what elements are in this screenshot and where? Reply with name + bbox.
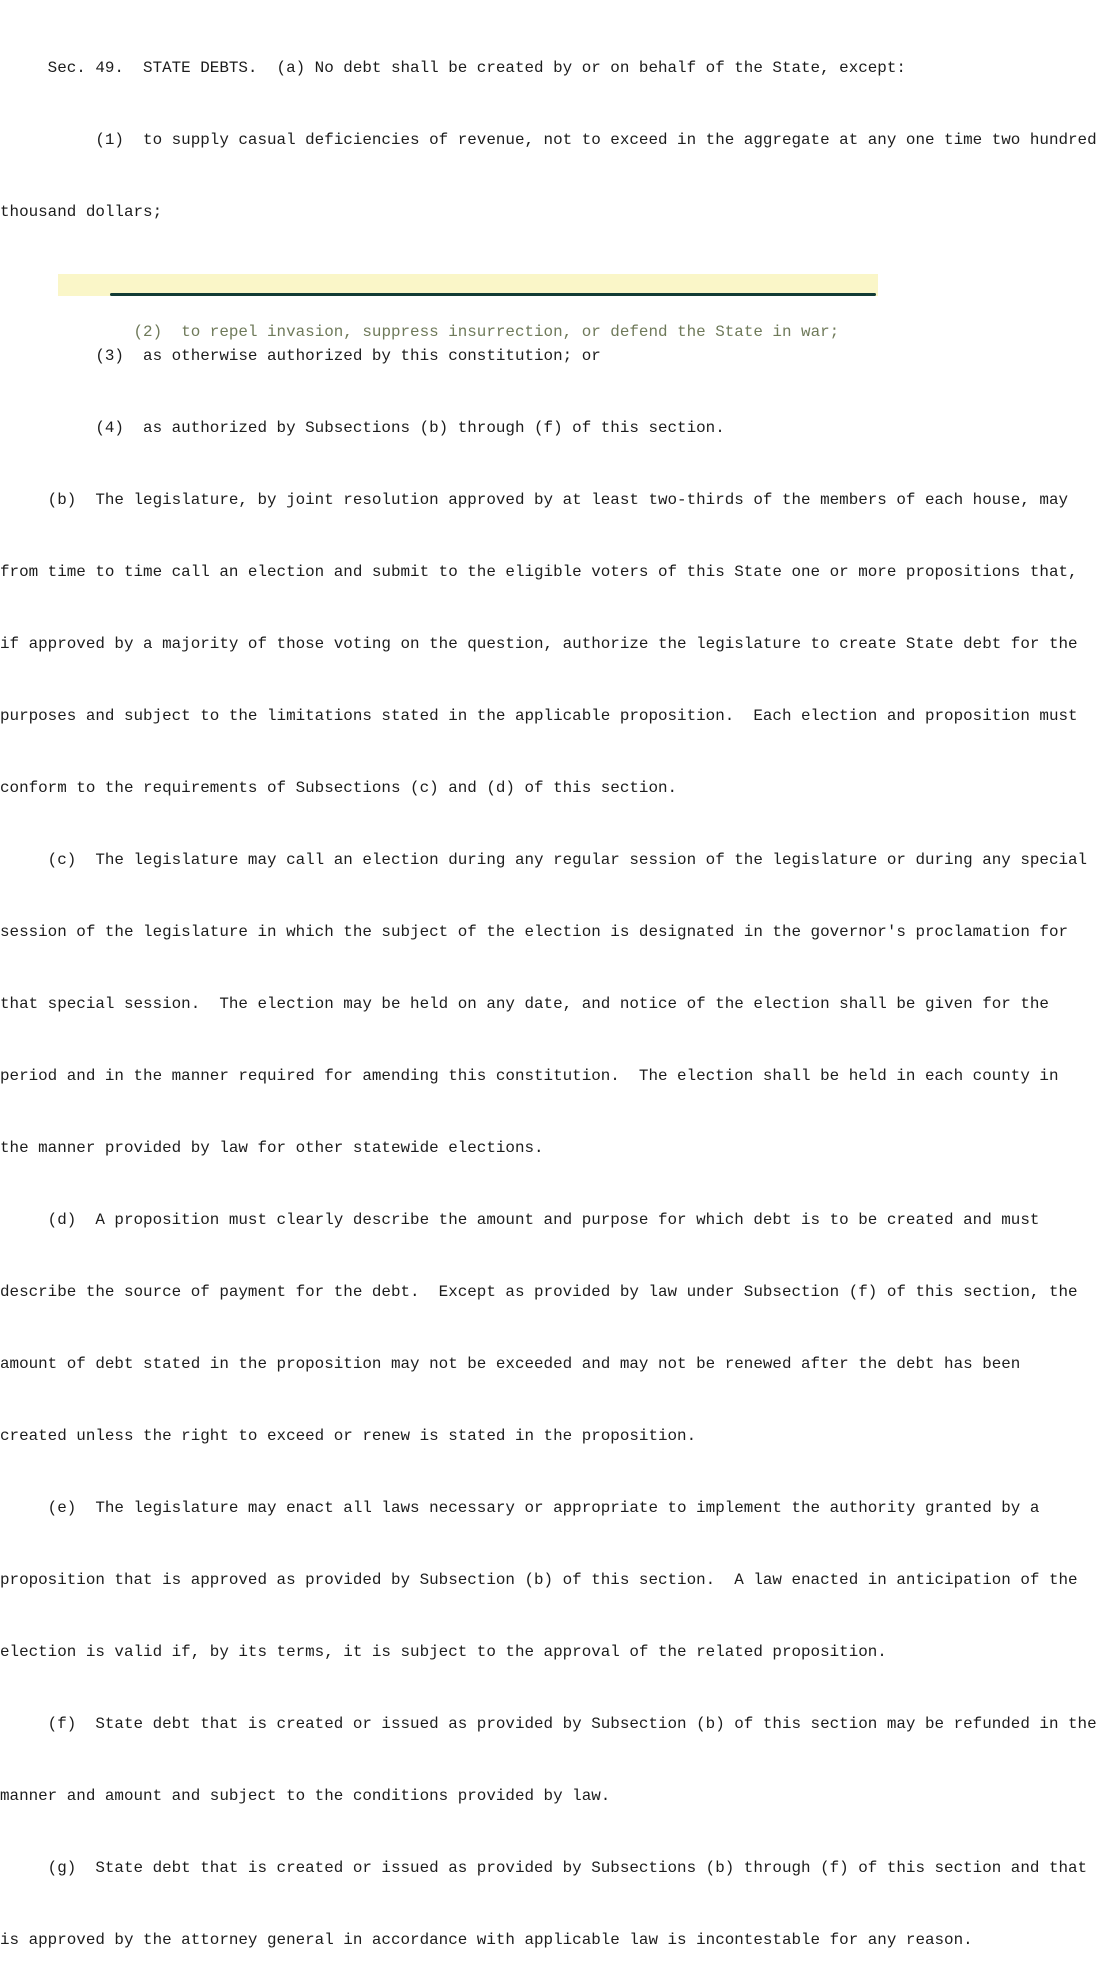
text-line [0,488,1113,512]
subsection-c-line: (c) The legislature may call an election during any regular session of the legislature or during any special [0,851,1088,869]
text-line [0,1496,1113,1520]
subsection-c-line: session of the legislature in which the subject of the election is designated in the governor's proclamation for [0,923,1069,941]
underline-annotation [110,293,876,296]
text-line [0,1640,1113,1664]
text-line [0,1208,1113,1232]
subsection-b-line: (b) The legislature, by joint resolution approved by at least two-thirds of the members of each house, may [0,491,1069,509]
subsection-d-line: describe the source of payment for the debt. Except as provided by law under Subsection (f) of this section, the [0,1283,1078,1301]
text-line [0,1136,1113,1160]
text-line [0,776,1113,800]
subsection-b-line: conform to the requirements of Subsections (c) and (d) of this section. [0,779,678,797]
clause-4-line: (4) as authorized by Subsections (b) through (f) of this section. [0,419,725,437]
text-line [0,704,1113,728]
subsection-b-line: purposes and subject to the limitations stated in the applicable proposition. Each election and proposition must [0,707,1078,725]
subsection-b-line: if approved by a majority of those voting on the question, authorize the legislature to create State debt for the [0,635,1078,653]
text-line [0,1784,1113,1808]
subsection-f-line: (f) State debt that is created or issued as provided by Subsection (b) of this section may be refunded in the [0,1715,1097,1733]
text-line [0,1568,1113,1592]
subsection-d-line: amount of debt stated in the proposition may not be exceeded and may not be renewed after the debt has been [0,1355,1021,1373]
document-body [0,8,1113,1976]
highlighted-line [0,272,1113,341]
text-line [0,992,1113,1016]
subsection-e-line: (e) The legislature may enact all laws necessary or appropriate to implement the authority granted by a [0,1499,1040,1517]
clause-3-line: (3) as otherwise authorized by this constitution; or [0,347,601,365]
clause-1-line: (1) to supply casual deficiencies of revenue, not to exceed in the aggregate at any one time two hundred [0,131,1097,149]
text-line [0,1856,1113,1880]
subsection-c-line: that special session. The election may be held on any date, and notice of the election shall be given for the [0,995,1049,1013]
subsection-b-line: from time to time call an election and submit to the eligible voters of this State one or more propositions that, [0,563,1078,581]
clause-1-continuation: thousand dollars; [0,203,163,221]
text-line [0,1928,1113,1952]
text-line [0,200,1113,224]
text-line [0,1352,1113,1376]
text-line [0,128,1113,152]
text-line [0,1064,1113,1088]
subsection-c-line: period and in the manner required for amending this constitution. The election shall be held in each county in [0,1067,1059,1085]
subsection-d-line: created unless the right to exceed or renew is stated in the proposition. [0,1427,697,1445]
subsection-c-line: the manner provided by law for other statewide elections. [0,1139,544,1157]
subsection-g-line: (g) State debt that is created or issued as provided by Subsections (b) through (f) of this section and that [0,1859,1088,1877]
text-line [0,344,1113,368]
clause-2-highlighted-text[interactable]: (2) to repel invasion, suppress insurrection, or defend the State in war; [38,323,840,341]
text-line [0,416,1113,440]
subsection-f-line: manner and amount and subject to the conditions provided by law. [0,1787,611,1805]
text-line [0,632,1113,656]
text-line [0,56,1113,80]
text-line [0,1712,1113,1736]
subsection-e-line: election is valid if, by its terms, it is subject to the approval of the related proposition. [0,1643,887,1661]
section-heading-line: Sec. 49. STATE DEBTS. (a) No debt shall be created by or on behalf of the State, except: [0,59,906,77]
subsection-e-line: proposition that is approved as provided by Subsection (b) of this section. A law enacted in anticipation of the [0,1571,1078,1589]
text-line [0,1280,1113,1304]
subsection-g-line: is approved by the attorney general in accordance with applicable law is incontestable for any reason. [0,1931,973,1949]
text-line [0,560,1113,584]
subsection-d-line: (d) A proposition must clearly describe the amount and purpose for which debt is to be created and must [0,1211,1040,1229]
text-line [0,848,1113,872]
text-line [0,1424,1113,1448]
text-line [0,920,1113,944]
